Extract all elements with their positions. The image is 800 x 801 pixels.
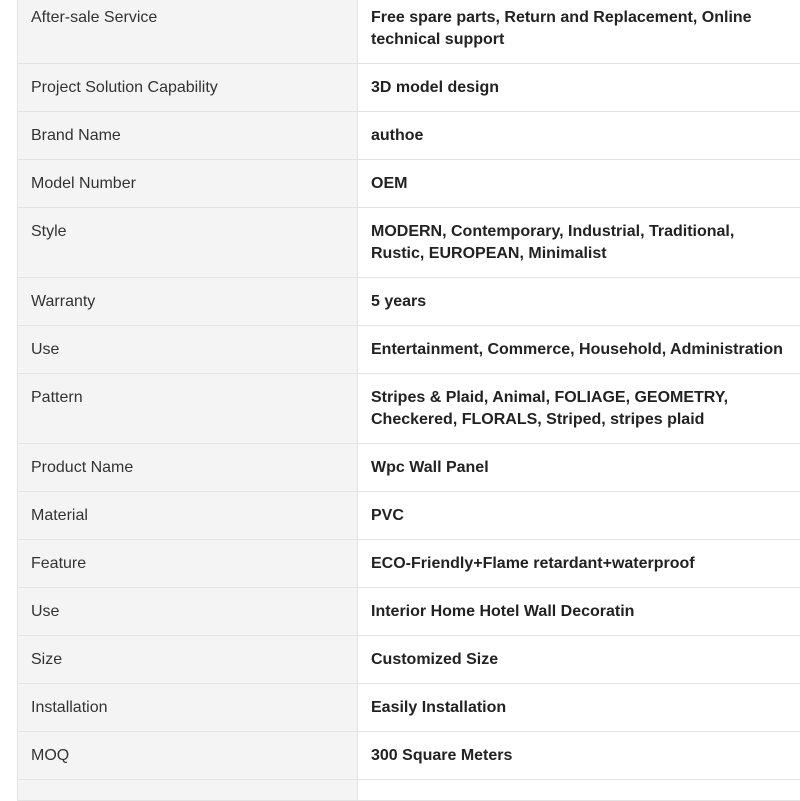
table-row bbox=[18, 444, 800, 492]
spec-key: Size bbox=[18, 636, 358, 684]
table-row bbox=[18, 636, 800, 684]
product-spec-table bbox=[17, 0, 800, 801]
table-row bbox=[18, 112, 800, 160]
table-row bbox=[18, 374, 800, 444]
spec-value: 5 years bbox=[358, 278, 800, 326]
spec-value: 3D model design bbox=[358, 64, 800, 112]
spec-key: Brand Name bbox=[18, 112, 358, 160]
spec-value: Wpc Wall Panel bbox=[358, 444, 800, 492]
table-row bbox=[18, 64, 800, 112]
table-row bbox=[18, 540, 800, 588]
spec-value-empty bbox=[358, 780, 800, 801]
spec-key: After-sale Service bbox=[18, 0, 358, 64]
spec-key: Feature bbox=[18, 540, 358, 588]
spec-value: Entertainment, Commerce, Household, Administration bbox=[358, 326, 800, 374]
table-row bbox=[18, 208, 800, 278]
spec-key: Project Solution Capability bbox=[18, 64, 358, 112]
table-row bbox=[18, 0, 800, 64]
spec-value: Stripes & Plaid, Animal, FOLIAGE, GEOMETRY, Checkered, FLORALS, Striped, stripes plaid bbox=[358, 374, 800, 444]
spec-value: MODERN, Contemporary, Industrial, Traditional, Rustic, EUROPEAN, Minimalist bbox=[358, 208, 800, 278]
spec-key: Use bbox=[18, 588, 358, 636]
table-row bbox=[18, 492, 800, 540]
table-row bbox=[18, 588, 800, 636]
spec-key: Model Number bbox=[18, 160, 358, 208]
spec-value: ECO-Friendly+Flame retardant+waterproof bbox=[358, 540, 800, 588]
spec-key: Installation bbox=[18, 684, 358, 732]
table-row bbox=[18, 326, 800, 374]
table-row bbox=[18, 160, 800, 208]
spec-value: 300 Square Meters bbox=[358, 732, 800, 780]
spec-value: PVC bbox=[358, 492, 800, 540]
spec-key: Product Name bbox=[18, 444, 358, 492]
spec-value: Interior Home Hotel Wall Decoratin bbox=[358, 588, 800, 636]
spec-key-empty bbox=[18, 780, 358, 801]
spec-value: OEM bbox=[358, 160, 800, 208]
spec-key: Warranty bbox=[18, 278, 358, 326]
spec-value: authoe bbox=[358, 112, 800, 160]
spec-value: Customized Size bbox=[358, 636, 800, 684]
table-row bbox=[18, 732, 800, 780]
spec-key: MOQ bbox=[18, 732, 358, 780]
spec-key: Style bbox=[18, 208, 358, 278]
spec-key: Material bbox=[18, 492, 358, 540]
spec-value: Free spare parts, Return and Replacement, Online technical support bbox=[358, 0, 800, 64]
spec-key: Use bbox=[18, 326, 358, 374]
table-row bbox=[18, 684, 800, 732]
table-row bbox=[18, 278, 800, 326]
spec-key: Pattern bbox=[18, 374, 358, 444]
spec-value: Easily Installation bbox=[358, 684, 800, 732]
table-row-partial bbox=[18, 780, 800, 801]
